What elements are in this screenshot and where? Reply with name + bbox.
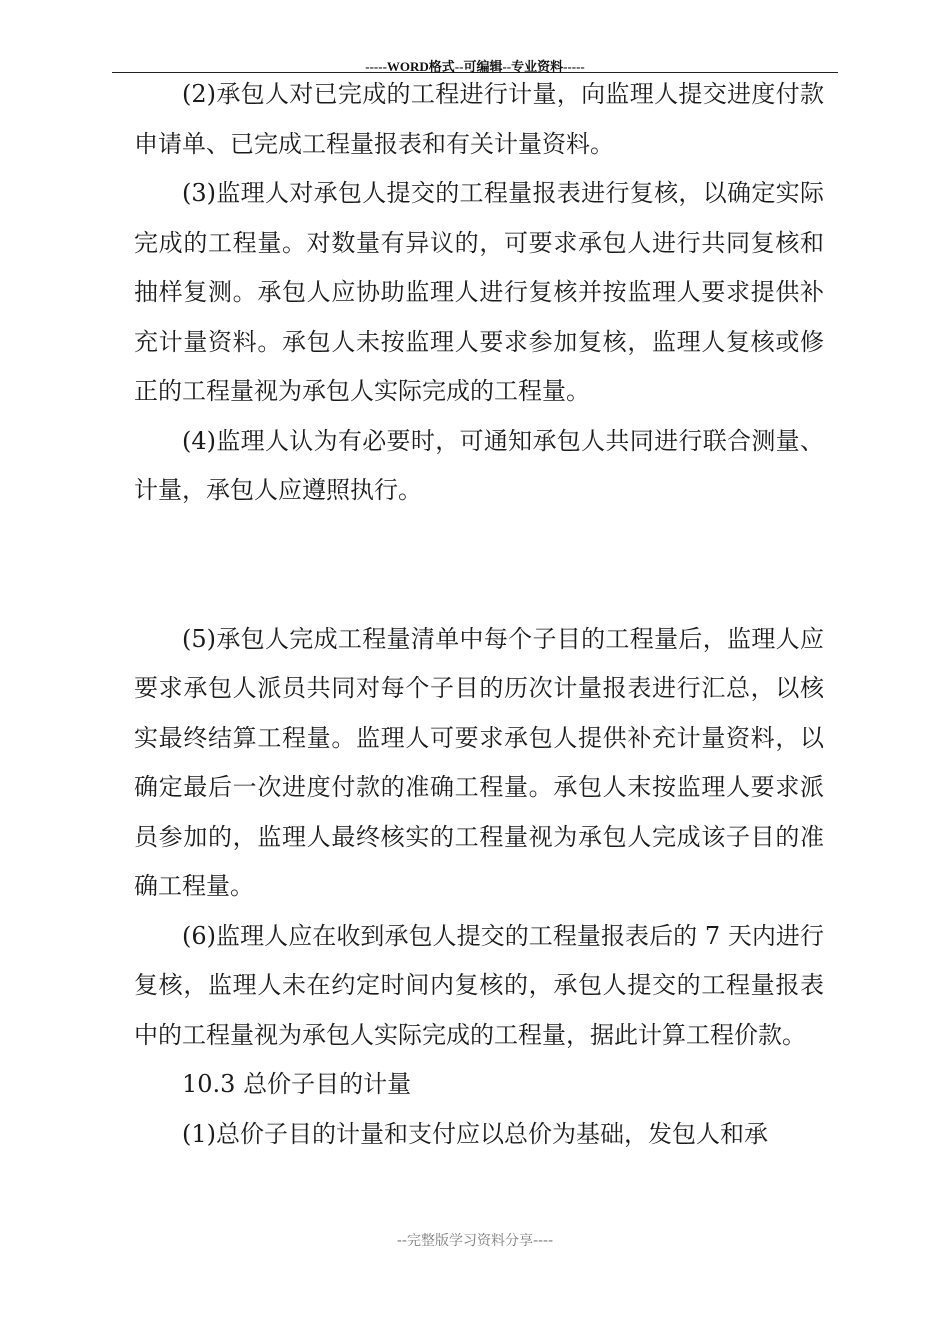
document-body (134, 70, 824, 1159)
section-heading: 10.3 总价子目的计量 (182, 1070, 412, 1098)
paragraph-item-1: (1)总价子目的计量和支付应以总价为基础，发包人和承 (182, 1119, 768, 1148)
paragraph-item-2: (2)承包人对已完成的工程进行计量，向监理人提交进度付款申请单、已完成工程量报表和有关计量资料。 (134, 80, 824, 158)
page-header: -----WORD格式--可编辑--专业资料----- (365, 59, 585, 74)
page-footer: --完整版学习资料分享---- (396, 1233, 554, 1249)
paragraph-item-3: (3)监理人对承包人提交的工程量报表进行复核，以确定实际完成的工程量。对数量有异议的，可要求承包人进行共同复核和抽样复测。承包人应协助监理人进行复核并按监理人要求提供补充计量资料。承包人未按监理人要求参加复核，监理人复核或修正的工程量视为承包人实际完成的工程量。 (134, 179, 824, 405)
paragraph-item-5: (5)承包人完成工程量清单中每个子目的工程量后，监理人应要求承包人派员共同对每个子目的历次计量报表进行汇总，以核实最终结算工程量。监理人可要求承包人提供补充计量资料，以确定最后一次进度付款的准确工程量。承包人末按监理人要求派员参加的，监理人最终核实的工程量视为承包人完成该子目的准确工程量。 (134, 624, 824, 900)
paragraph-item-6: (6)监理人应在收到承包人提交的工程量报表后的 7 天内进行复核，监理人未在约定时间内复核的，承包人提交的工程量报表中的工程量视为承包人实际完成的工程量，据此计算工程价款。 (134, 921, 824, 1049)
paragraph-item-4: (4)监理人认为有必要时，可通知承包人共同进行联合测量、计量，承包人应遵照执行。 (134, 426, 824, 504)
